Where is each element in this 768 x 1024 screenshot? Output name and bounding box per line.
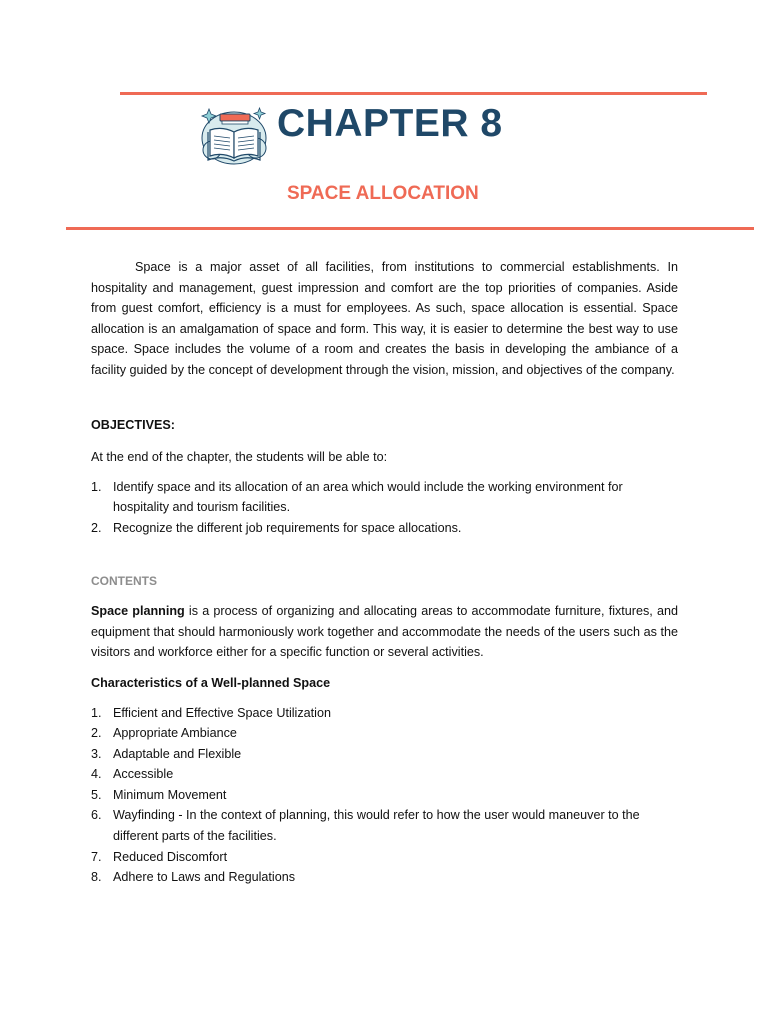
list-text: Accessible — [113, 767, 174, 782]
list-number: 6. — [91, 808, 102, 823]
list-number: 5. — [91, 787, 102, 802]
list-text: Reduced Discomfort — [113, 849, 228, 864]
chapter-body — [91, 257, 678, 888]
list-item — [91, 764, 678, 785]
list-text: Minimum Movement — [113, 787, 227, 802]
list-number: 4. — [91, 767, 102, 782]
space-planning-paragraph — [91, 601, 678, 663]
list-number: 1. — [91, 705, 102, 720]
contents-label: CONTENTS — [91, 573, 157, 588]
list-number: 1. — [91, 479, 102, 494]
open-book-icon — [198, 100, 272, 170]
list-item — [91, 477, 678, 518]
list-text: Identify space and its allocation of an area which would include the working environment for hospitality and tourism facilities. — [113, 479, 623, 515]
space-planning-term: Space planning — [91, 604, 185, 619]
characteristics-list — [91, 703, 678, 888]
list-number: 8. — [91, 870, 102, 885]
list-item — [91, 867, 678, 888]
list-number: 7. — [91, 849, 102, 864]
characteristics-heading: Characteristics of a Well-planned Space — [91, 675, 331, 690]
space-planning-definition: is a process of organizing and allocating areas to accommodate furniture, fixtures, and equipment that should harmoniously work together and accommodate the needs of the users such as the visitors and workforce either for a specific function or several activities. — [91, 604, 678, 660]
list-text: Appropriate Ambiance — [113, 726, 237, 741]
list-item — [91, 518, 678, 539]
objectives-list — [91, 477, 678, 539]
list-item — [91, 847, 678, 868]
chapter-subtitle: SPACE ALLOCATION — [287, 183, 479, 204]
list-item — [91, 723, 678, 744]
list-text: Adaptable and Flexible — [113, 746, 242, 761]
list-item — [91, 805, 678, 846]
list-item — [91, 703, 678, 724]
list-text: Efficient and Effective Space Utilization — [113, 705, 331, 720]
header-top-rule — [120, 92, 707, 95]
objectives-lead: At the end of the chapter, the students will be able to: — [91, 450, 388, 465]
list-text: Wayfinding - In the context of planning, this would refer to how the user would maneuver to the different parts of the facilities. — [113, 808, 640, 844]
objectives-heading: OBJECTIVES: — [91, 417, 175, 432]
list-number: 2. — [91, 726, 102, 741]
list-number: 2. — [91, 520, 102, 535]
list-item — [91, 785, 678, 806]
list-number: 3. — [91, 746, 102, 761]
intro-paragraph: Space is a major asset of all facilities, from institutions to commercial establishments. In hospitality and management, guest impression and comfort are the top priorities of companies. Aside from guest comfort, efficiency is a must for employees. As such, space allocation is essential. Space allocation is an amalgamation of space and form. This way, it is easier to determine the best way to use space. Space includes the volume of a room and creates the basis in developing the ambiance of a facility guided by the concept of development through the vision, mission, and objectives of the company. — [91, 260, 678, 377]
header-bottom-rule — [66, 227, 754, 230]
list-text: Recognize the different job requirements for space allocations. — [113, 520, 462, 535]
chapter-title: CHAPTER 8 — [277, 102, 503, 145]
list-item — [91, 744, 678, 765]
list-text: Adhere to Laws and Regulations — [113, 870, 296, 885]
